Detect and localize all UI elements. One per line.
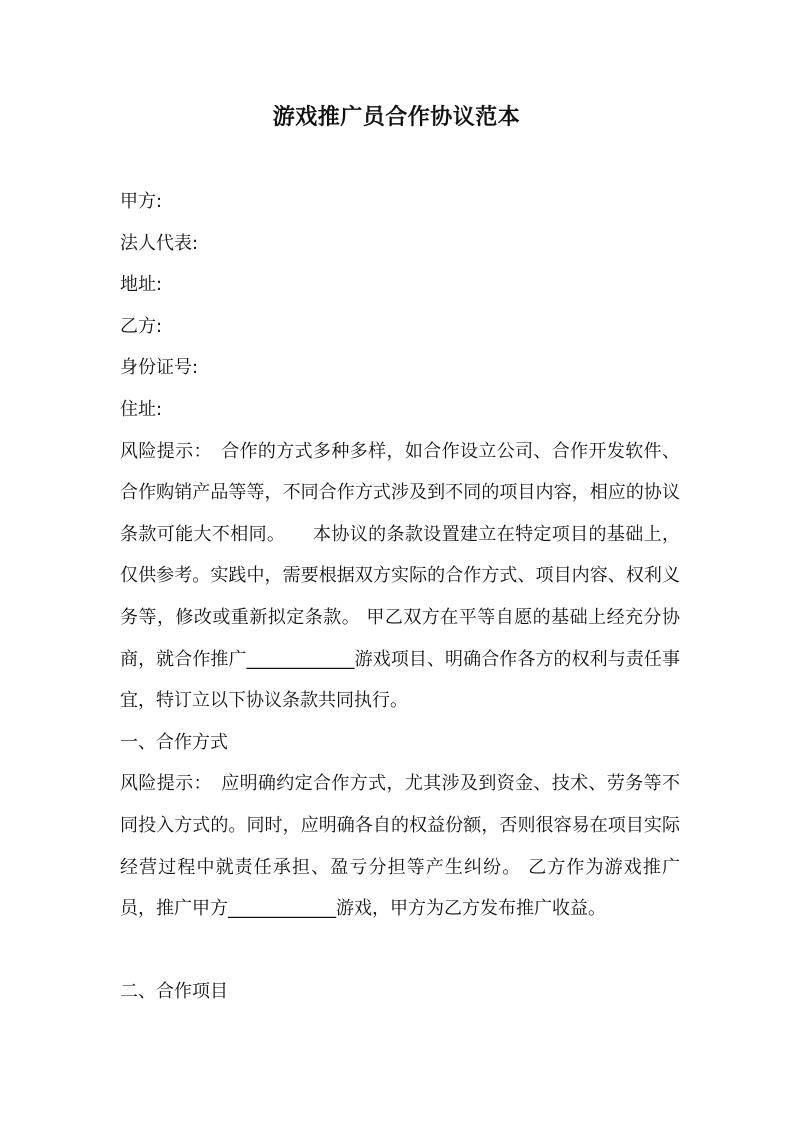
field-party-b: 乙方: — [120, 315, 163, 337]
field-id-number: 身份证号: — [120, 357, 199, 379]
field-legal-representative: 法人代表: — [120, 232, 199, 254]
intro-risk-paragraph: 风险提示： 合作的方式多种多样，如合作设立公司、合作开发软件、合作购销产品等等，不同合作方式涉及到不同的项目内容，相应的协议条款可能大不相同。 本协议的条款设置建立在特定项目的基础上，仅供参考。实践中，需要根据双方实际的合作方式、项目内容、权利义务等，修改或重新拟定条款。 甲乙双方在平等自愿的基础上经充分协商，就合作推广____________游戏项目、明确合作各方的权利与责任事宜，特订立以下协议条款共同执行。 — [120, 440, 680, 712]
field-residence: 住址: — [120, 398, 163, 420]
document-body — [120, 181, 680, 1013]
field-party-a: 甲方: — [120, 191, 163, 212]
section-2-heading: 二、合作项目 — [120, 981, 228, 1003]
field-address: 地址: — [120, 274, 163, 296]
document-title: 游戏推广员合作协议范本 — [272, 105, 521, 130]
section-1-heading: 一、合作方式 — [120, 731, 228, 753]
blank-spacer — [120, 930, 680, 972]
section-1-paragraph: 风险提示： 应明确约定合作方式，尤其涉及到资金、技术、劳务等不同投入方式的。同时，应明确各自的权益份额，否则很容易在项目实际经营过程中就责任承担、盈亏分担等产生纠纷。 乙方作为游戏推广员，推广甲方____________游戏，甲方为乙方发布推广收益。 — [120, 773, 680, 920]
